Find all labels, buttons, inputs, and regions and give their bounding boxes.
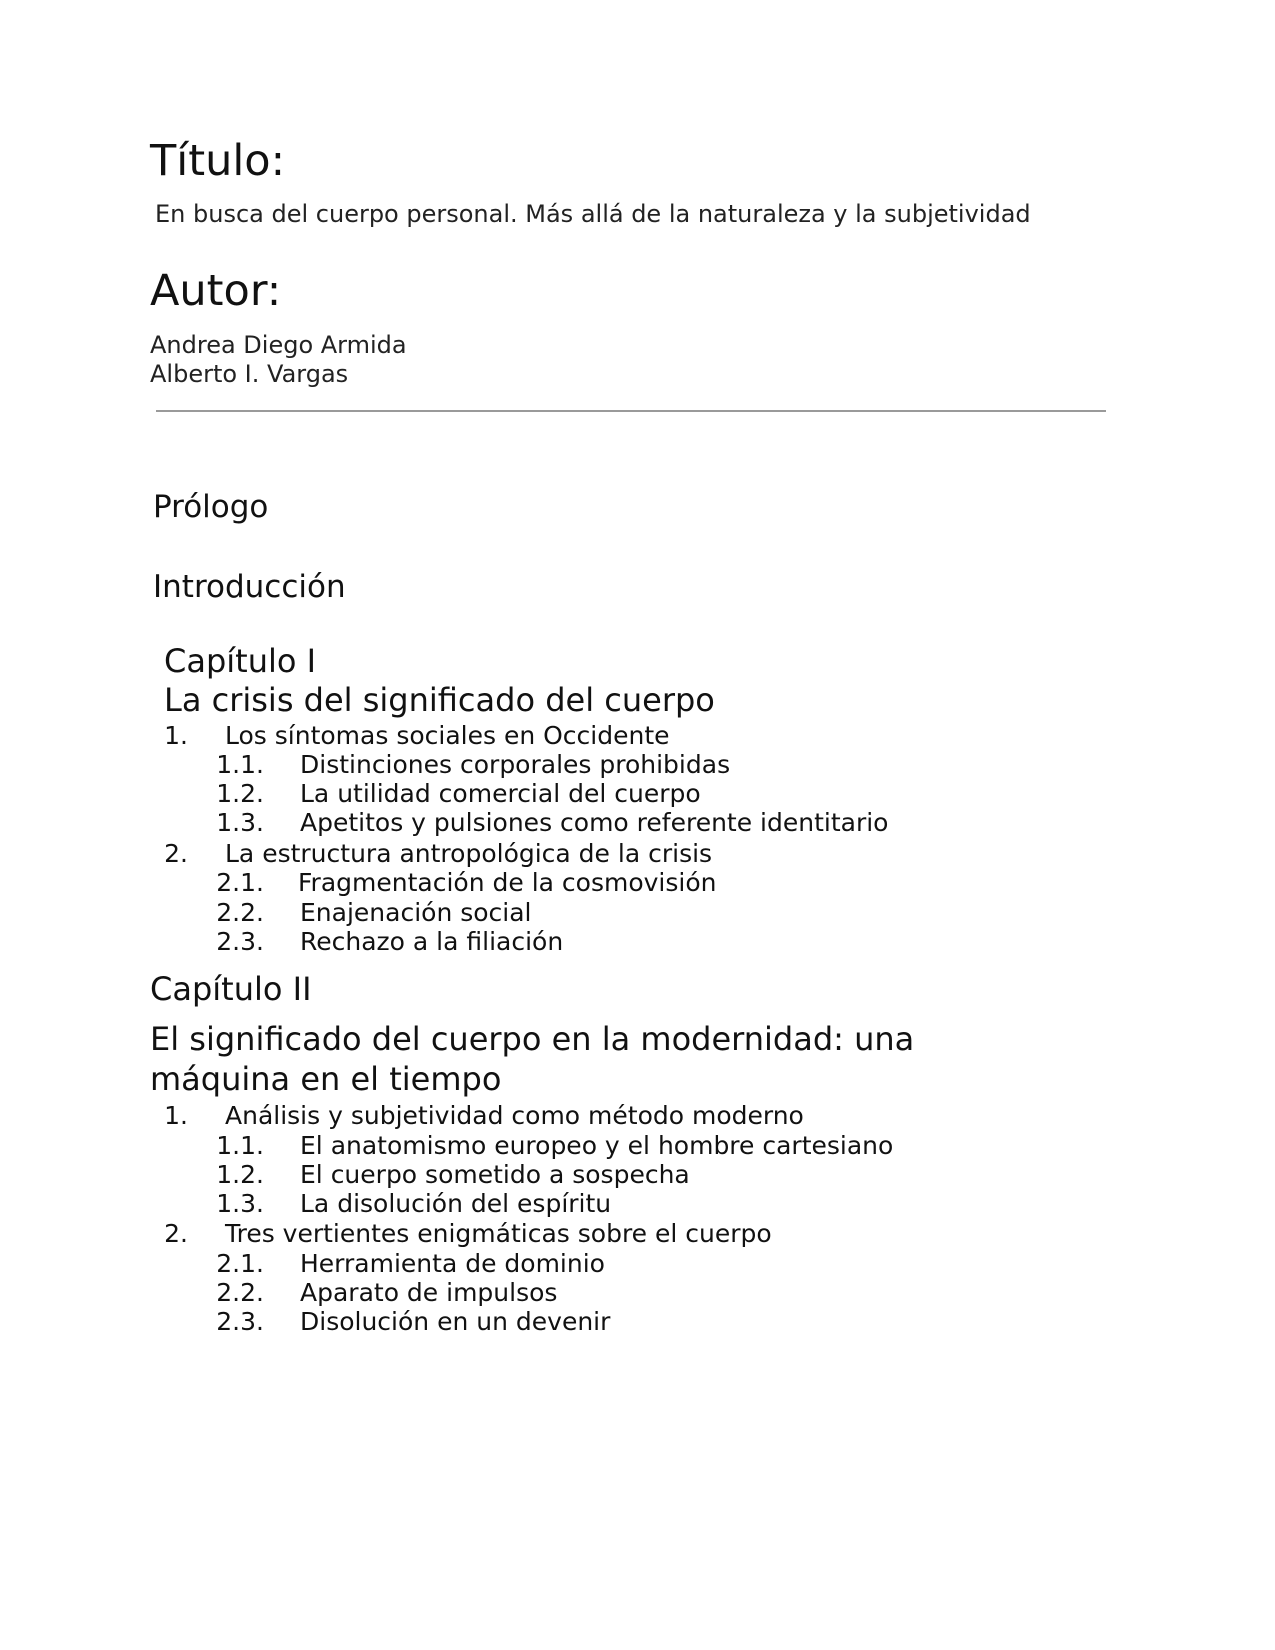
chapter-2-label: Capítulo II: [150, 970, 312, 1008]
book-title: En busca del cuerpo personal. Más allá de la naturaleza y la subjetividad: [155, 200, 1031, 228]
chapter-2-title-line1: El significado del cuerpo en la modernidad: una: [150, 1020, 915, 1058]
subsection-number: 2.1.: [216, 1249, 264, 1278]
subsection-number: 2.3.: [216, 1307, 264, 1336]
chapter-1-title: La crisis del significado del cuerpo: [164, 681, 715, 719]
section-number: 2.: [164, 839, 188, 868]
section-number: 2.: [164, 1219, 188, 1248]
section-title: Análisis y subjetividad como método moderno: [225, 1101, 804, 1130]
subsection-title: Fragmentación de la cosmovisión: [298, 868, 717, 897]
subsection-title: Herramienta de dominio: [300, 1249, 605, 1278]
subsection-title: Disolución en un devenir: [300, 1307, 611, 1336]
subsection-title: La utilidad comercial del cuerpo: [300, 779, 701, 808]
subsection-number: 1.3.: [216, 1189, 264, 1218]
section-title: Los síntomas sociales en Occidente: [225, 721, 670, 750]
author-name: Alberto I. Vargas: [150, 360, 349, 388]
subsection-number: 2.2.: [216, 1278, 264, 1307]
subsection-title: Distinciones corporales prohibidas: [300, 750, 731, 779]
author-label: Autor:: [150, 266, 282, 316]
subsection-title: Aparato de impulsos: [300, 1278, 558, 1307]
toc-introduction: Introducción: [153, 569, 346, 605]
subsection-number: 1.3.: [216, 808, 264, 837]
section-number: 1.: [164, 1101, 188, 1130]
subsection-number: 2.2.: [216, 898, 264, 927]
subsection-number: 1.2.: [216, 1160, 264, 1189]
subsection-title: La disolución del espíritu: [300, 1189, 612, 1218]
title-label: Título:: [150, 136, 286, 186]
subsection-number: 1.1.: [216, 750, 264, 779]
subsection-title: El anatomismo europeo y el hombre cartesiano: [300, 1131, 894, 1160]
section-number: 1.: [164, 721, 188, 750]
author-name: Andrea Diego Armida: [150, 331, 407, 359]
subsection-number: 2.1.: [216, 868, 264, 897]
toc-prologue: Prólogo: [153, 489, 269, 525]
subsection-number: 1.1.: [216, 1131, 264, 1160]
subsection-title: Apetitos y pulsiones como referente identitario: [300, 808, 889, 837]
subsection-title: Rechazo a la filiación: [300, 927, 564, 956]
section-title: Tres vertientes enigmáticas sobre el cuerpo: [225, 1219, 772, 1248]
subsection-title: Enajenación social: [300, 898, 532, 927]
chapter-2-title-line2: máquina en el tiempo: [150, 1060, 502, 1098]
subsection-title: El cuerpo sometido a sospecha: [300, 1160, 690, 1189]
subsection-number: 2.3.: [216, 927, 264, 956]
divider-rule: [156, 410, 1106, 412]
subsection-number: 1.2.: [216, 779, 264, 808]
section-title: La estructura antropológica de la crisis: [225, 839, 713, 868]
chapter-1-label: Capítulo I: [164, 642, 317, 680]
